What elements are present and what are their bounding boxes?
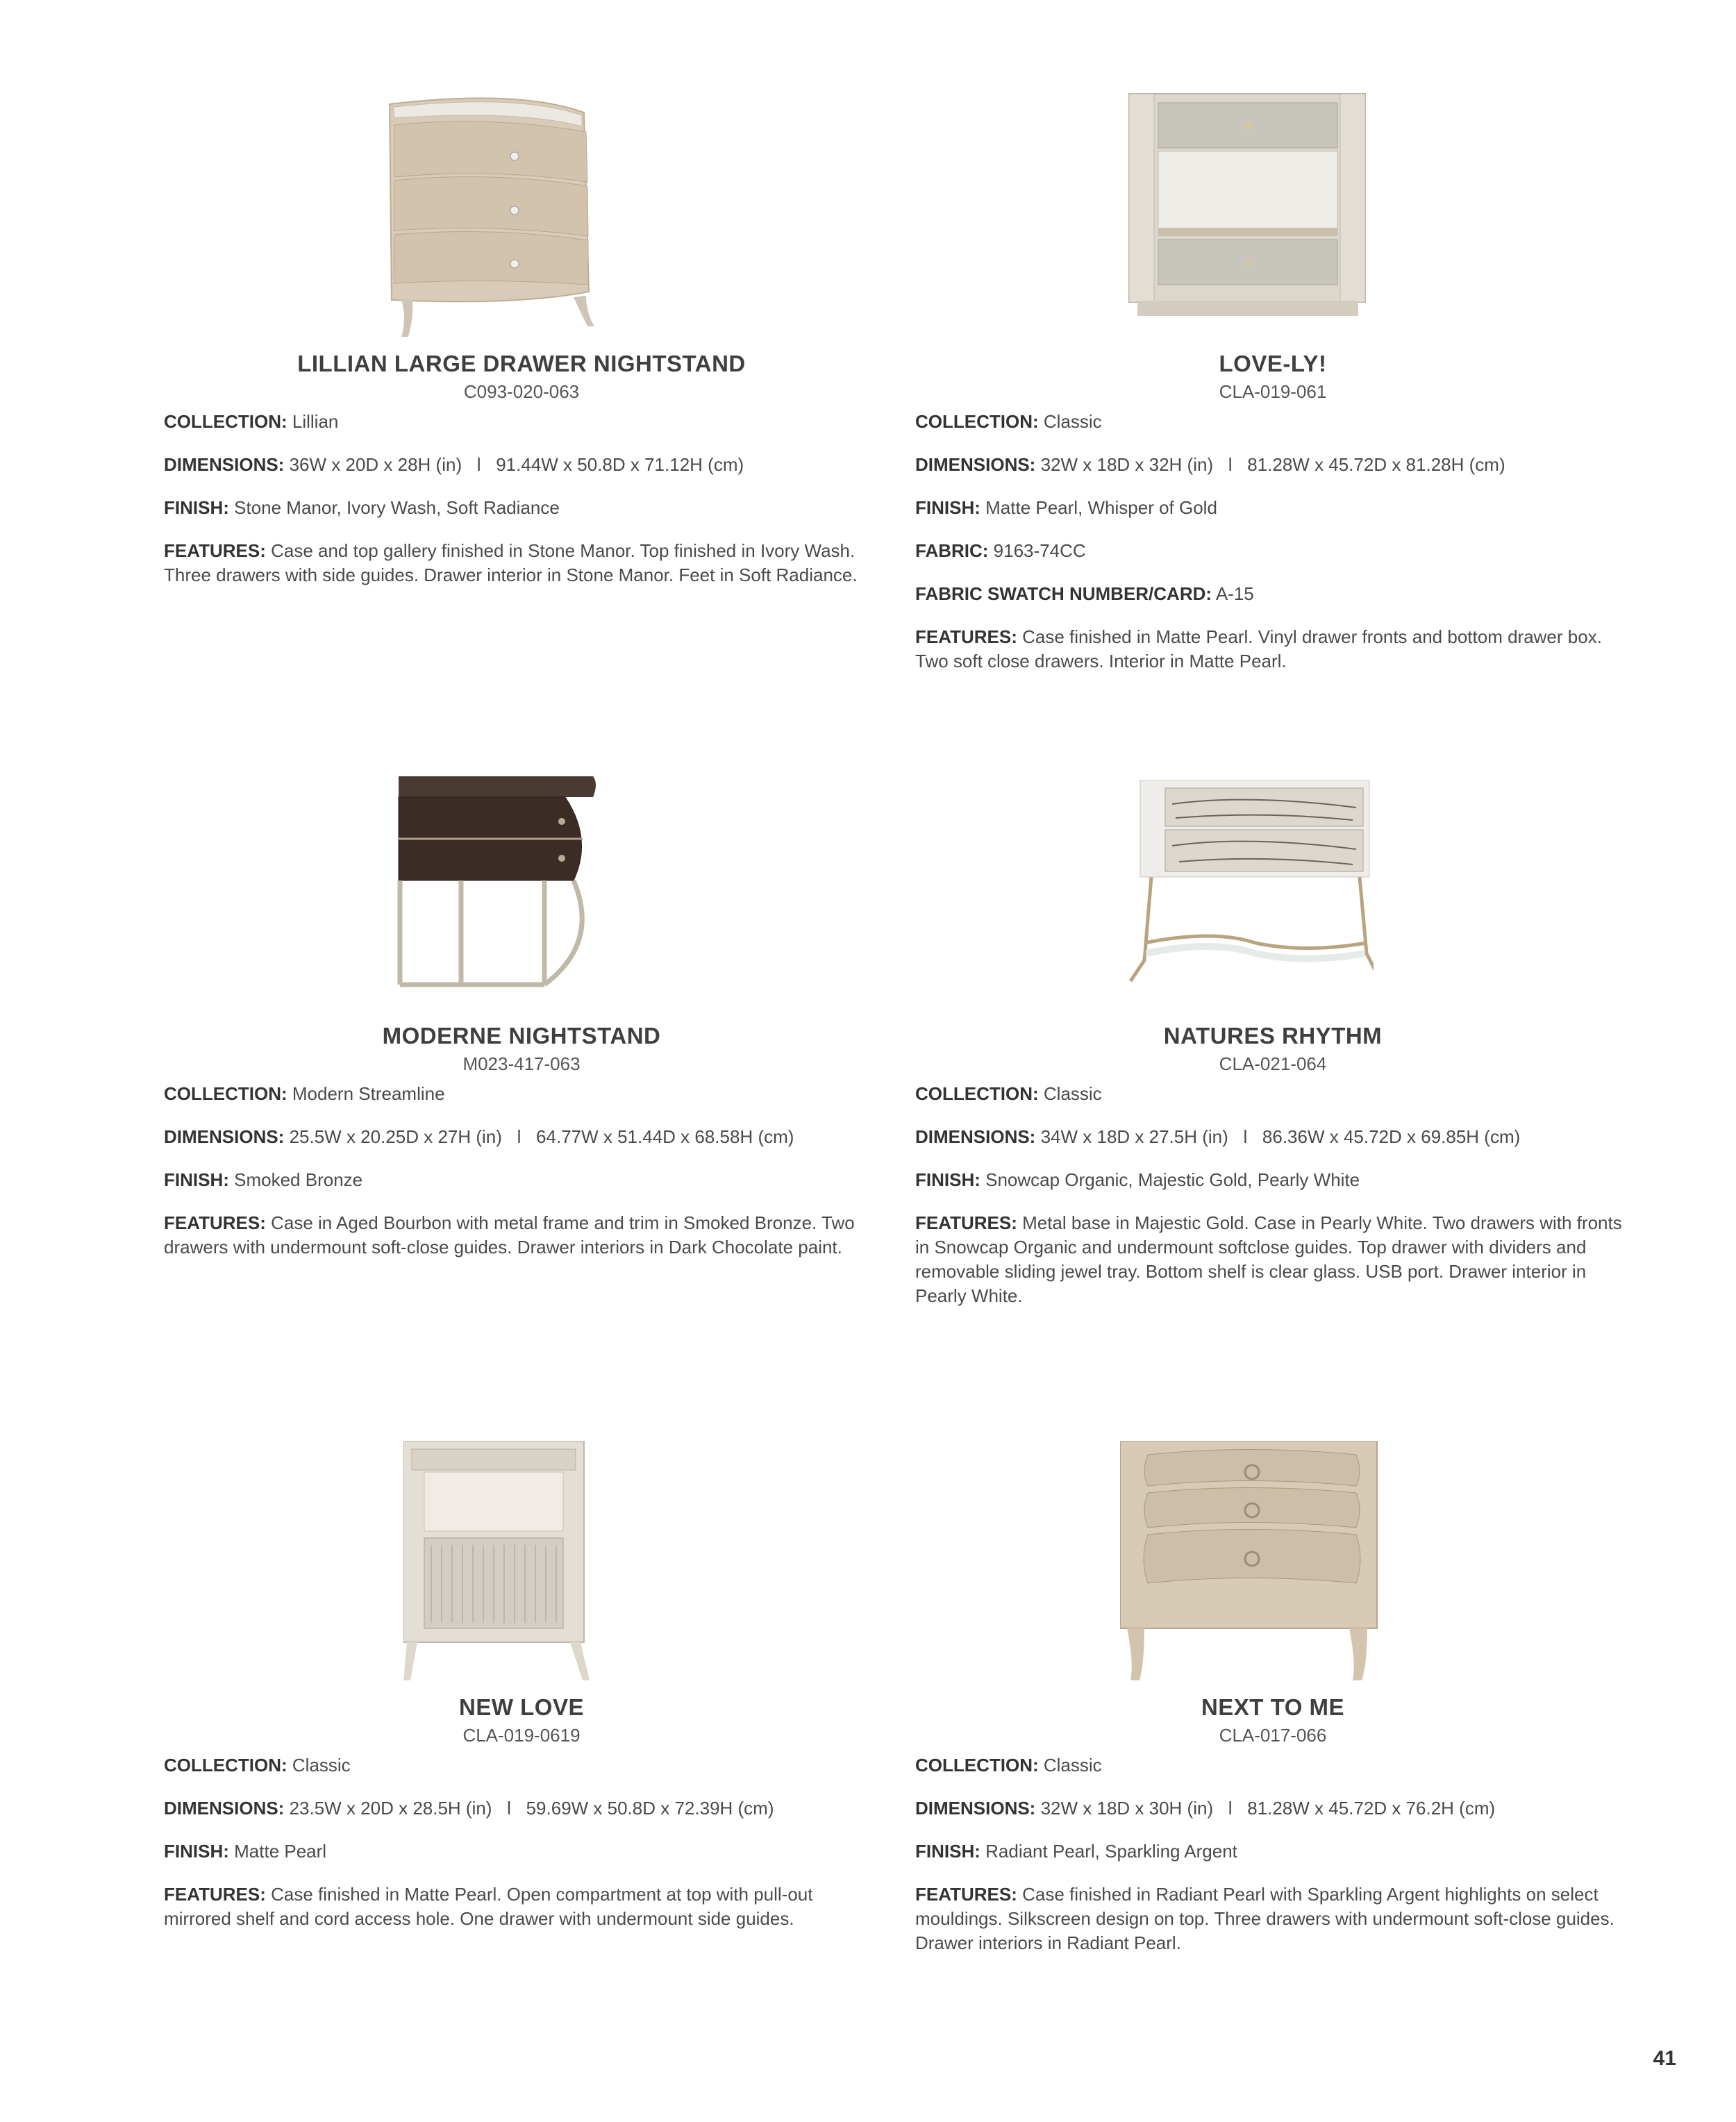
spec-features: FEATURES: Case in Aged Bourbon with metal frame and trim in Smoked Bronze. Two drawers with undermount soft-close guides. Drawer interiors in Dark Chocolate paint. — [164, 1212, 855, 1258]
spec-collection: COLLECTION: Classic — [915, 411, 1102, 432]
love-ly-nightstand-image — [1124, 92, 1374, 335]
next-to-me-nightstand-image — [1120, 1441, 1384, 1684]
product-sku: CLA-017-066 — [1219, 1725, 1327, 1746]
spec-finish: FINISH: Radiant Pearl, Sparkling Argent — [915, 1841, 1237, 1862]
spec-finish: FINISH: Matte Pearl — [164, 1841, 327, 1862]
spec-finish: FINISH: Smoked Bronze — [164, 1169, 363, 1190]
product-sku: CLA-021-064 — [1219, 1053, 1327, 1074]
product-sku: CLA-019-0619 — [462, 1725, 581, 1746]
spec-fabric: FABRIC: 9163-74CC — [915, 540, 1086, 561]
spec-fabric-swatch: FABRIC SWATCH NUMBER/CARD: A-15 — [915, 583, 1254, 604]
product-card-love-ly — [915, 66, 1630, 691]
spec-collection: COLLECTION: Modern Streamline — [164, 1083, 445, 1104]
spec-features: FEATURES: Case finished in Matte Pearl. Open compartment at top with pull-out mirrored shelf and cord access hole. One drawer with undermount side guides. — [164, 1884, 813, 1929]
product-card-moderne — [164, 738, 879, 1363]
spec-dimensions: DIMENSIONS: 36W x 20D x 28H (in) l 91.44W x 50.8D x 71.12H (cm) — [164, 454, 744, 475]
product-specs — [164, 1082, 879, 1278]
spec-dimensions: DIMENSIONS: 23.5W x 20D x 28.5H (in) l 59.69W x 50.8D x 72.39H (cm) — [164, 1798, 774, 1819]
product-title: MODERNE NIGHTSTAND — [382, 1023, 661, 1049]
page-number: 41 — [1653, 2047, 1676, 2070]
product-card-lillian — [164, 66, 879, 635]
product-specs — [915, 1082, 1630, 1327]
spec-collection: COLLECTION: Lillian — [164, 411, 339, 432]
spec-collection: COLLECTION: Classic — [915, 1083, 1102, 1104]
spec-features: FEATURES: Metal base in Majestic Gold. Case in Pearly White. Two drawers with fronts in Snowcap Organic and undermount softclose guides. Top drawer with dividers and removable sliding jewel tray. Bottom shelf is clear glass. USB port. Drawer interior in Pearly White. — [915, 1212, 1622, 1306]
product-specs — [915, 1753, 1630, 1974]
product-specs — [164, 410, 879, 606]
product-title: NEW LOVE — [458, 1694, 584, 1720]
product-title: LOVE-LY! — [1219, 351, 1327, 376]
spec-finish: FINISH: Snowcap Organic, Majestic Gold, Pearly White — [915, 1169, 1360, 1190]
spec-dimensions: DIMENSIONS: 34W x 18D x 27.5H (in) l 86.36W x 45.72D x 69.85H (cm) — [915, 1126, 1521, 1147]
lillian-nightstand-image — [386, 97, 664, 340]
spec-dimensions: DIMENSIONS: 32W x 18D x 30H (in) l 81.28W x 45.72D x 76.2H (cm) — [915, 1798, 1496, 1819]
spec-dimensions: DIMENSIONS: 32W x 18D x 32H (in) l 81.28W x 45.72D x 81.28H (cm) — [915, 454, 1505, 475]
spec-features: FEATURES: Case finished in Radiant Pearl with Sparkling Argent highlights on select mouldings. Silkscreen design on top. Three drawers with undermount soft-close guides. Drawer interiors in Radiant Pearl. — [915, 1884, 1614, 1953]
new-love-nightstand-image — [403, 1441, 591, 1684]
product-specs — [915, 410, 1630, 692]
product-sku: C093-020-063 — [463, 381, 580, 402]
spec-collection: COLLECTION: Classic — [164, 1755, 351, 1776]
spec-features: FEATURES: Case finished in Matte Pearl. Vinyl drawer fronts and bottom drawer box. Two soft close drawers. Interior in Matte Pearl. — [915, 626, 1602, 671]
spec-features: FEATURES: Case and top gallery finished in Stone Manor. Top finished in Ivory Wash. Three drawers with side guides. Drawer interior in Stone Manor. Feet in Soft Radiance. — [164, 540, 858, 585]
product-sku: M023-417-063 — [462, 1053, 581, 1074]
product-card-next-to-me — [915, 1410, 1630, 2035]
natures-rhythm-nightstand-image — [1110, 780, 1374, 988]
product-card-natures-rhythm — [915, 738, 1630, 1363]
spec-finish: FINISH: Matte Pearl, Whisper of Gold — [915, 497, 1217, 518]
spec-collection: COLLECTION: Classic — [915, 1755, 1102, 1776]
spec-finish: FINISH: Stone Manor, Ivory Wash, Soft Radiance — [164, 497, 560, 518]
product-card-new-love — [164, 1410, 879, 2035]
moderne-nightstand-image — [392, 776, 600, 999]
product-specs — [164, 1753, 879, 1950]
spec-dimensions: DIMENSIONS: 25.5W x 20.25D x 27H (in) l 64.77W x 51.44D x 68.58H (cm) — [164, 1126, 794, 1147]
product-title: LILLIAN LARGE DRAWER NIGHTSTAND — [297, 351, 746, 376]
product-title: NATURES RHYTHM — [1163, 1023, 1383, 1049]
product-title: NEXT TO ME — [1201, 1694, 1345, 1720]
product-sku: CLA-019-061 — [1219, 381, 1327, 402]
